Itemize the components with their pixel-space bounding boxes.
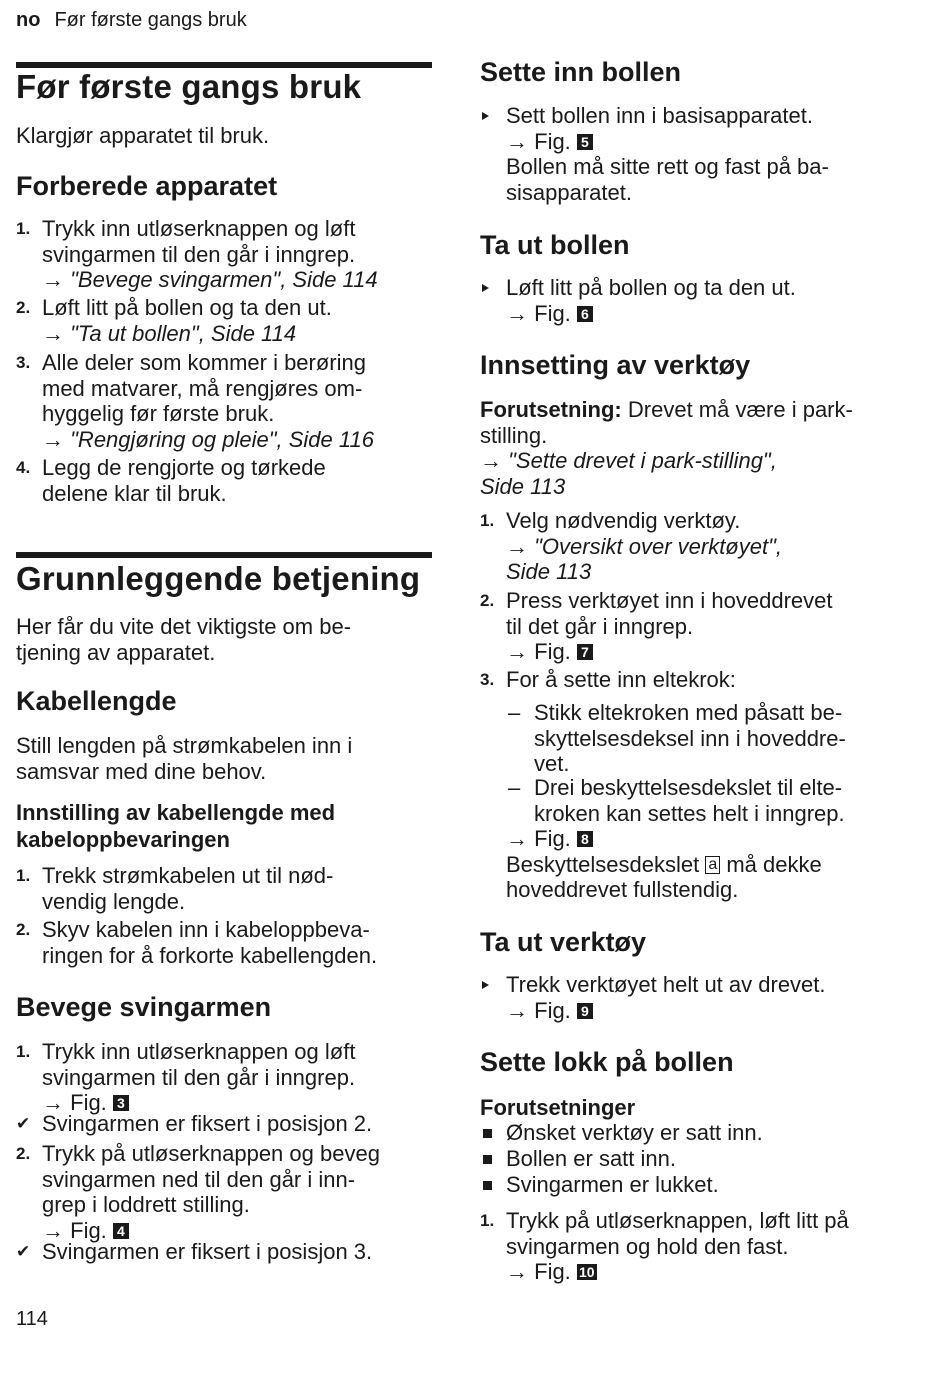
page-number: 114 [16,1308,48,1330]
intro-text: Klargjør apparatet til bruk. [16,123,270,148]
figure-reference: → Fig. 3 [42,1090,442,1116]
figure-reference: → Fig. 10 [506,1259,595,1284]
square-bullet-icon [483,1155,492,1164]
section-title-basic-operation: Grunnleggende betjening [16,560,421,597]
figure-reference: → Fig. 5 [506,129,906,155]
figure-number-badge: 5 [577,134,593,150]
section-rule [16,552,432,558]
figure-reference: → Fig. 8 [506,826,906,852]
running-header [16,9,247,32]
figure-number-badge: 9 [577,1003,593,1019]
subheading-remove-tool: Ta ut verktøy [480,927,647,957]
figure-reference: → Fig. 4 [42,1218,442,1244]
cross-reference: → "Sette drevet i park-stilling", [480,448,777,473]
checkmark-icon: ✔ [16,1242,31,1261]
language-code: no [16,9,41,31]
subheading-move-swing-arm: Bevege svingarmen [16,992,272,1022]
triangle-bullet-icon [482,112,489,120]
square-bullet-icon [483,1181,492,1190]
cross-reference: → "Ta ut bollen", Side 114 [42,320,297,346]
subheading-bowl-lid: Sette lokk på bollen [480,1047,734,1077]
section-title-first-use: Før første gangs bruk [16,68,362,105]
header-title: Før første gangs bruk [54,9,247,31]
triangle-bullet-icon [482,284,489,292]
preconditions-heading: Forutsetninger [480,1095,636,1120]
intro-text: Her får du vite det viktigste om be- tjening av apparatet. [16,614,352,665]
subheading-insert-tool: Innsetting av verktøy [480,350,751,380]
cable-text: Still lengden på strømkabelen inn i samsvar med dine behov. [16,733,353,784]
subheading-cable-storage: Innstilling av kabellengde med kabeloppbevaringen [16,800,336,852]
figure-reference: → Fig. 6 [506,301,906,327]
figure-reference: → Fig. 9 [506,998,906,1024]
figure-number-badge: 6 [577,306,593,322]
figure-number-badge: 4 [113,1223,129,1239]
checkmark-icon: ✔ [16,1114,31,1133]
subheading-insert-bowl: Sette inn bollen [480,57,682,87]
subheading-prepare: Forberede apparatet [16,171,278,201]
subheading-cable-length: Kabellengde [16,686,177,716]
figure-number-badge: 8 [577,831,593,847]
subheading-remove-bowl: Ta ut bollen [480,230,630,260]
precondition: Forutsetning: Drevet må være i park- stilling. → "Sette drevet i park-stilling", Side 113 [480,397,853,499]
cross-reference: → "Oversikt over verktøyet", [506,533,783,559]
triangle-bullet-icon [482,981,489,989]
figure-reference: → Fig. 7 [506,639,906,665]
cross-reference: → "Rengjøring og pleie", Side 116 [42,426,374,452]
figure-number-badge: 3 [113,1095,129,1111]
figure-number-badge: 10 [578,1264,595,1280]
square-bullet-icon [483,1129,492,1138]
cross-reference: → "Bevege svingarmen", Side 114 [42,267,378,292]
figure-number-badge: 7 [577,644,593,660]
label-box: a [705,856,720,874]
